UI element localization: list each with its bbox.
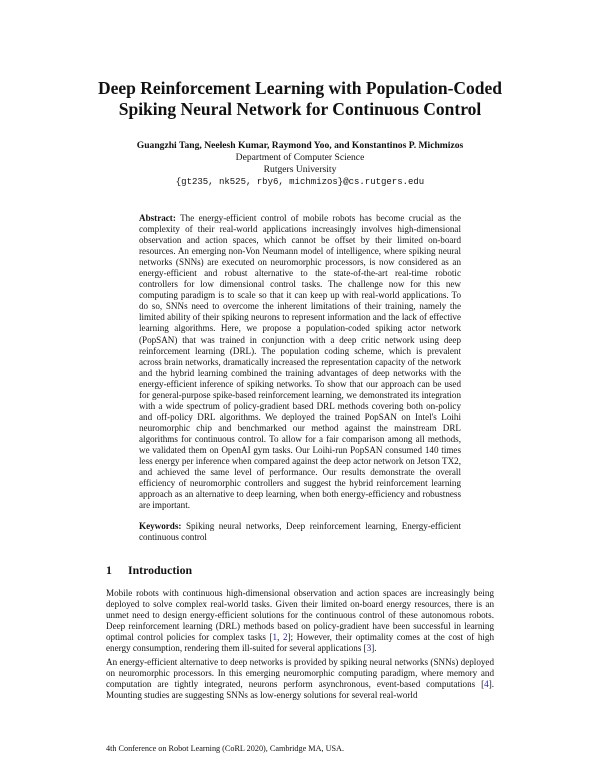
author-emails: {gt235, nk525, rby6, michmizos}@cs.rutgers.edu	[175, 177, 425, 187]
keywords-text: Spiking neural networks, Deep reinforcement learning, Energy-efficient continuous control	[139, 521, 461, 543]
section-title: Introduction	[128, 563, 193, 577]
p2-text-b: ]. Mounting studies are suggesting SNNs as low-energy solutions for several real-world	[106, 679, 494, 701]
citation-link[interactable]: 1	[272, 632, 278, 643]
section-heading	[106, 563, 494, 578]
author-university: Rutgers University	[263, 164, 337, 175]
paper-title	[60, 78, 540, 120]
citation-link[interactable]: 4	[484, 679, 489, 690]
title-line-2: Spiking Neural Network for Continuous Control	[118, 99, 482, 119]
author-names: Guangzhi Tang, Neelesh Kumar, Raymond Yoo, and Konstantinos P. Michmizos	[136, 140, 464, 151]
author-block	[60, 140, 540, 188]
abstract	[139, 213, 461, 511]
abstract-text: The energy-efficient control of mobile robots has become crucial as the complexity of their real-world applications increasingly involves high-dimensional observation and action spaces, which cannot be offset by their limited on-board resources. An emerging non-Von Neumann model of intelligence, where spiking neural networks (SNNs) are executed on neuromorphic processors, is now considered as an energy-efficient and robust alternative to the state-of-the-art real-time robotic controllers for low dimensional control tasks. The challenge now for this new computing paradigm is to scale so that it can keep up with real-world applications. To do so, SNNs need to overcome the inherent limitations of their training, namely the limited ability of their spiking neurons to represent information and the lack of effective learning algorithms. Here, we propose a population-coded spiking actor network (PopSAN) that was trained in conjunction with a deep critic network using deep reinforcement learning (DRL). The population coding scheme, which is prevalent across brain networks, dramatically increased the representation capacity of the network and the hybrid learning combined the training advantages of deep networks with the energy-efficient inference of spiking networks. To show that our approach can be used for general-purpose spike-based reinforcement learning, we demonstrated its integration with a wide spectrum of policy-gradient based DRL methods covering both on-policy and off-policy DRL algorithms. We deployed the trained PopSAN on Intel's Loihi neuromorphic chip and benchmarked our method against the mainstream DRL algorithms for continuous control. To allow for a fair comparison among all methods, we validated them on OpenAI gym tasks. Our Loihi-run PopSAN consumed 140 times less energy per inference when compared against the deep actor network on Jetson TX2, and achieved the same level of performance. Our results demonstrate the overall efficiency of neuromorphic controllers and suggest the hybrid reinforcement learning approach as an alternative to deep learning, when both energy-efficiency and robustness are important.	[139, 213, 462, 511]
author-department: Department of Computer Science	[235, 152, 365, 163]
title-line-1: Deep Reinforcement Learning with Population-Coded	[97, 78, 503, 98]
p1-text-b: ,	[277, 632, 283, 643]
keywords	[139, 521, 461, 543]
section-number: 1	[106, 563, 112, 577]
p1-text-a: Mobile robots with continuous high-dimensional observation and action spaces are increasingly being deployed to solve complex real-world tasks. Given their limited on-board energy resources, there is an unmet need to design energy-efficient solutions for the continuous control of these autonomous robots. Deep reinforcement learning (DRL) methods based on policy-gradient have been successful in learning optimal control policies for complex tasks [	[106, 588, 494, 643]
p1-text-c: ]; However, their optimality comes at the cost of high energy consumption, rendering them ill-suited for several applications [	[106, 632, 494, 654]
keywords-label: Keywords:	[139, 521, 182, 531]
abstract-label: Abstract:	[139, 213, 176, 223]
intro-paragraph-2	[106, 657, 494, 701]
intro-paragraph-1	[106, 588, 494, 654]
citation-link[interactable]: 3	[366, 643, 372, 654]
conference-footer: 4th Conference on Robot Learning (CoRL 2020), Cambridge MA, USA.	[106, 744, 345, 753]
p2-text-a: An energy-efficient alternative to deep networks is provided by spiking neural networks (SNNs) deployed on neuromorphic processors. In this emerging neuromorphic computing paradigm, where memory and computation are tightly integrated, neurons perform asynchronous, event-based computations [	[106, 657, 494, 690]
citation-link[interactable]: 2	[282, 632, 288, 643]
p1-text-d: ].	[371, 643, 377, 654]
